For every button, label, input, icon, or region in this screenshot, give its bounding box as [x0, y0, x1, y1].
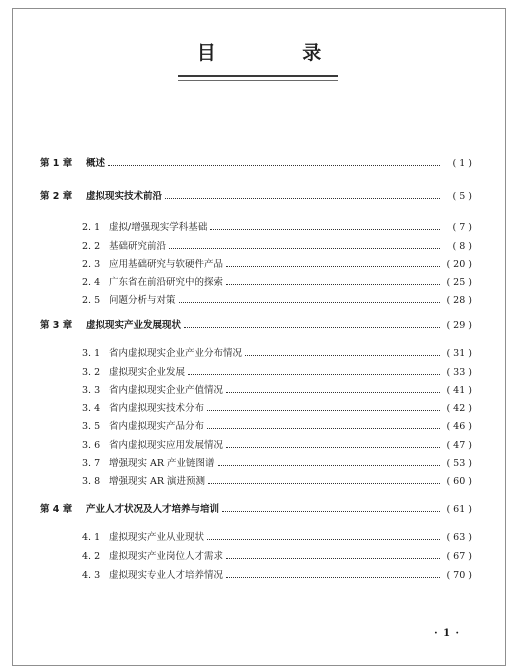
section-number: 2. 3 — [82, 259, 101, 270]
section-number: 4. 1 — [82, 532, 101, 543]
title-rule-thick — [178, 75, 338, 77]
page-reference: ( 1 ) — [452, 158, 472, 169]
dot-leader — [169, 248, 440, 249]
dot-leader — [179, 302, 440, 303]
section-number: 2. 2 — [82, 241, 101, 252]
chapter-number: 第 1 章 — [40, 158, 73, 169]
page-title: 目 录 — [196, 42, 362, 64]
page-reference: ( 25 ) — [446, 277, 472, 288]
toc-section-3-1[interactable] — [82, 347, 472, 361]
toc-section-2-3[interactable] — [82, 258, 472, 272]
toc-section-3-4[interactable] — [82, 402, 472, 416]
section-title: 虚拟现实企业发展 — [109, 367, 186, 378]
dot-leader — [226, 577, 440, 578]
chapter-title: 虚拟现实技术前沿 — [86, 191, 163, 202]
dot-leader — [226, 558, 440, 559]
section-number: 3. 8 — [82, 476, 101, 487]
toc-section-3-8[interactable] — [82, 475, 472, 489]
section-number: 3. 3 — [82, 385, 101, 396]
section-number: 2. 1 — [82, 222, 101, 233]
toc-section-4-3[interactable] — [82, 569, 472, 583]
page-reference: ( 31 ) — [446, 348, 472, 359]
page-border — [12, 8, 506, 666]
section-title: 应用基础研究与软硬件产品 — [109, 259, 224, 270]
toc-section-3-5[interactable] — [82, 420, 472, 434]
page-reference: ( 5 ) — [452, 191, 472, 202]
toc-chapter-4[interactable] — [40, 503, 472, 517]
page-reference: ( 67 ) — [446, 551, 472, 562]
section-title: 虚拟现实产业从业现状 — [109, 532, 205, 543]
page-reference: ( 60 ) — [446, 476, 472, 487]
chapter-title: 产业人才状况及人才培养与培训 — [86, 504, 220, 515]
toc-chapter-1[interactable] — [40, 157, 472, 171]
dot-leader — [226, 284, 440, 285]
page-reference: ( 61 ) — [446, 504, 472, 515]
toc-section-3-2[interactable] — [82, 366, 472, 380]
page-reference: ( 29 ) — [446, 320, 472, 331]
section-title: 广东省在前沿研究中的探索 — [109, 277, 224, 288]
page-number: · 1 · — [434, 628, 460, 639]
section-title: 虚拟现实产业岗位人才需求 — [109, 551, 224, 562]
section-number: 3. 5 — [82, 421, 101, 432]
section-title: 增强现实 AR 演进预测 — [109, 476, 206, 487]
toc-section-3-6[interactable] — [82, 439, 472, 453]
section-title: 问题分析与对策 — [109, 295, 176, 306]
dot-leader — [245, 355, 440, 356]
dot-leader — [226, 266, 440, 267]
dot-leader — [188, 374, 440, 375]
section-number: 4. 2 — [82, 551, 101, 562]
dot-leader — [226, 447, 440, 448]
dot-leader — [207, 539, 440, 540]
dot-leader — [210, 229, 440, 230]
toc-section-3-3[interactable] — [82, 384, 472, 398]
toc-section-2-1[interactable] — [82, 221, 472, 235]
section-number: 3. 4 — [82, 403, 101, 414]
page-reference: ( 20 ) — [446, 259, 472, 270]
section-title: 虚拟现实专业人才培养情况 — [109, 570, 224, 581]
toc-chapter-3[interactable] — [40, 319, 472, 333]
page-reference: ( 63 ) — [446, 532, 472, 543]
section-title: 基础研究前沿 — [109, 241, 167, 252]
section-number: 4. 3 — [82, 570, 101, 581]
dot-leader — [184, 327, 440, 328]
section-title: 省内虚拟现实企业产业分布情况 — [109, 348, 243, 359]
section-title: 虚拟/增强现实学科基础 — [109, 222, 208, 233]
dot-leader — [218, 465, 440, 466]
dot-leader — [207, 410, 440, 411]
toc-section-3-7[interactable] — [82, 457, 472, 471]
section-number: 3. 1 — [82, 348, 101, 359]
dot-leader — [222, 511, 440, 512]
section-number: 3. 6 — [82, 440, 101, 451]
section-title: 增强现实 AR 产业链图谱 — [109, 458, 215, 469]
dot-leader — [208, 483, 440, 484]
section-number: 2. 4 — [82, 277, 101, 288]
page-reference: ( 41 ) — [446, 385, 472, 396]
toc-section-4-1[interactable] — [82, 531, 472, 545]
section-title: 省内虚拟现实技术分布 — [109, 403, 205, 414]
section-number: 3. 2 — [82, 367, 101, 378]
page-reference: ( 70 ) — [446, 570, 472, 581]
dot-leader — [108, 165, 440, 166]
dot-leader — [226, 392, 440, 393]
chapter-number: 第 3 章 — [40, 320, 73, 331]
chapter-number: 第 2 章 — [40, 191, 73, 202]
page-reference: ( 28 ) — [446, 295, 472, 306]
page-reference: ( 8 ) — [452, 241, 472, 252]
section-title: 省内虚拟现实应用发展情况 — [109, 440, 224, 451]
page-reference: ( 42 ) — [446, 403, 472, 414]
page-reference: ( 53 ) — [446, 458, 472, 469]
toc-section-2-2[interactable] — [82, 240, 472, 254]
dot-leader — [207, 428, 440, 429]
chapter-title: 概述 — [86, 158, 106, 169]
title-rule-thin — [178, 80, 338, 81]
section-number: 3. 7 — [82, 458, 101, 469]
toc-chapter-2[interactable] — [40, 190, 472, 204]
chapter-number: 第 4 章 — [40, 504, 73, 515]
page-reference: ( 7 ) — [452, 222, 472, 233]
page-reference: ( 47 ) — [446, 440, 472, 451]
page-reference: ( 46 ) — [446, 421, 472, 432]
section-title: 省内虚拟现实产品分布 — [109, 421, 205, 432]
section-title: 省内虚拟现实企业产值情况 — [109, 385, 224, 396]
dot-leader — [165, 198, 440, 199]
page-reference: ( 33 ) — [446, 367, 472, 378]
toc-section-4-2[interactable] — [82, 550, 472, 564]
section-number: 2. 5 — [82, 295, 101, 306]
chapter-title: 虚拟现实产业发展现状 — [86, 320, 182, 331]
toc-section-2-4[interactable] — [82, 276, 472, 290]
toc-section-2-5[interactable] — [82, 294, 472, 308]
